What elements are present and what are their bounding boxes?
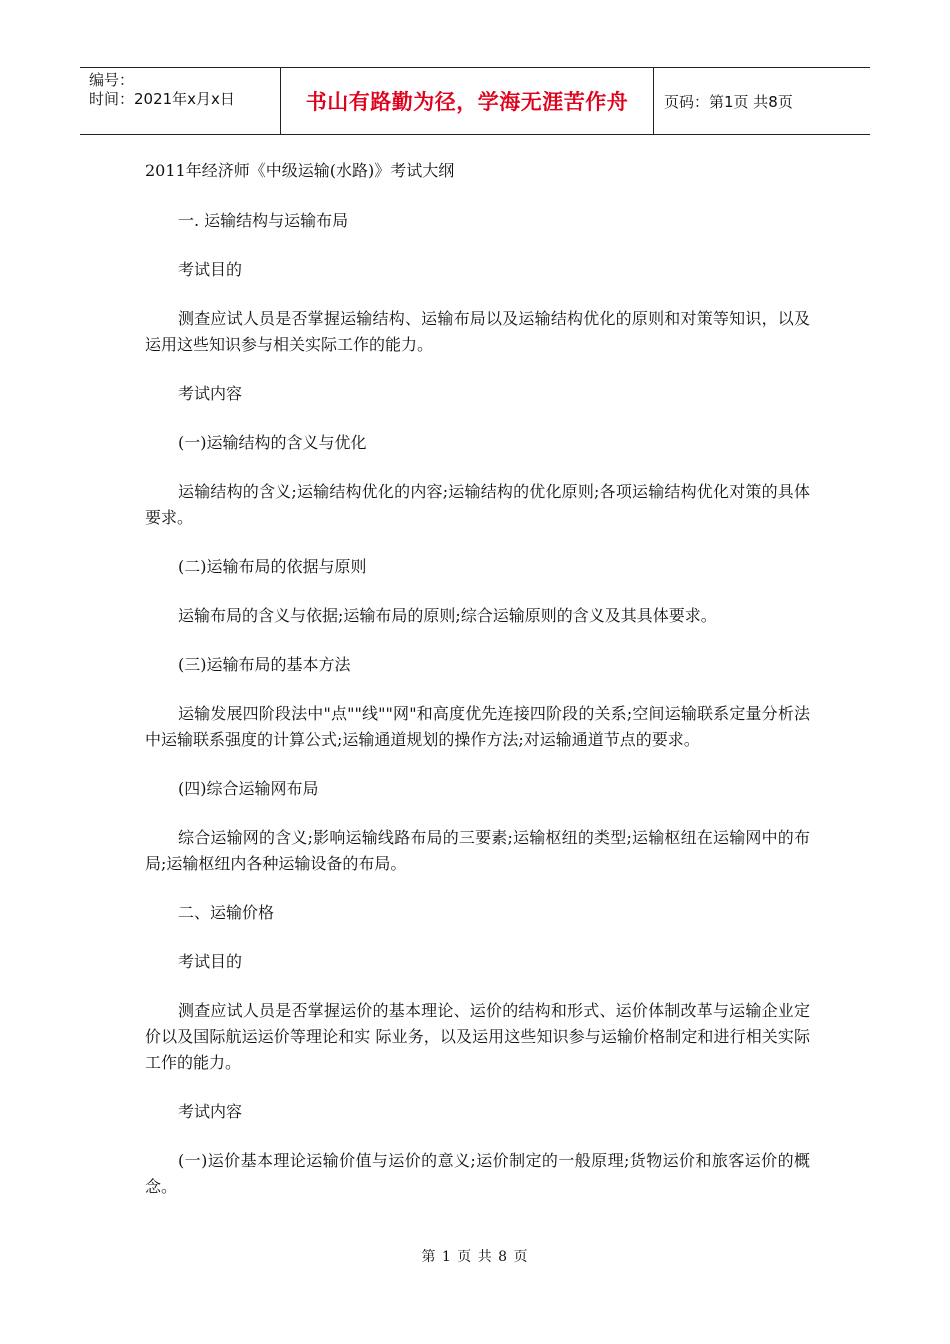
paragraph: (二)运输布局的依据与原则 — [178, 557, 367, 576]
paragraph: 运输布局的含义与依据;运输布局的原则;综合运输原则的含义及其具体要求。 — [178, 606, 717, 625]
paragraph: (四)综合运输网布局 — [178, 779, 319, 798]
paragraph: 运输发展四阶段法中"点""线""网"和高度优先连接四阶段的关系;空间运输联系定量分析法中运输联系强度的计算公式;运输通道规划的操作方法;对运输通道节点的要求。 — [145, 704, 810, 749]
header-motto-cell — [281, 68, 654, 134]
time-label: 时间：2021年x月x日 — [89, 90, 235, 108]
footer-page-number: 第 1 页 共 8 页 — [421, 1249, 529, 1265]
paragraph: 综合运输网的含义;影响运输线路布局的三要素;运输枢纽的类型;运输枢纽在运输网中的布局;运输枢纽内各种运输设备的布局。 — [145, 828, 810, 873]
paragraph: (一)运价基本理论运输价值与运价的意义;运价制定的一般原理;货物运价和旅客运价的概念。 — [145, 1151, 810, 1196]
document-body — [145, 158, 810, 1223]
paragraph: 考试目的 — [178, 952, 243, 971]
paragraph: (三)运输布局的基本方法 — [178, 655, 351, 674]
header-meta — [80, 68, 281, 134]
paragraph: 考试内容 — [178, 1102, 243, 1121]
header-page-info — [654, 68, 870, 134]
paragraph: 测查应试人员是否掌握运价的基本理论、运价的结构和形式、运价体制改革与运输企业定价以及国际航运运价等理论和实 际业务，以及运用这些知识参与运输价格制定和进行相关实际工作的能力。 — [145, 1001, 810, 1072]
paragraph: 测查应试人员是否掌握运输结构、运输布局以及运输结构优化的原则和对策等知识，以及运用这些知识参与相关实际工作的能力。 — [145, 309, 810, 354]
paragraph: 二、运输价格 — [178, 903, 275, 922]
paragraph: 运输结构的含义;运输结构优化的内容;运输结构的优化原则;各项运输结构优化对策的具体要求。 — [145, 482, 810, 527]
page-info: 页码：第1页 共8页 — [664, 92, 793, 111]
document-title: 2011年经济师《中级运输(水路)》考试大纲 — [145, 161, 455, 180]
page-footer — [0, 1246, 950, 1266]
paragraph: (一)运输结构的含义与优化 — [178, 433, 367, 452]
paragraph: 一. 运输结构与运输布局 — [178, 211, 349, 230]
motto: 书山有路勤为径，学海无涯苦作舟 — [305, 90, 629, 114]
paragraph: 考试目的 — [178, 260, 243, 279]
paragraph: 考试内容 — [178, 384, 243, 403]
number-label: 编号： — [89, 71, 135, 89]
page-header — [80, 67, 870, 135]
